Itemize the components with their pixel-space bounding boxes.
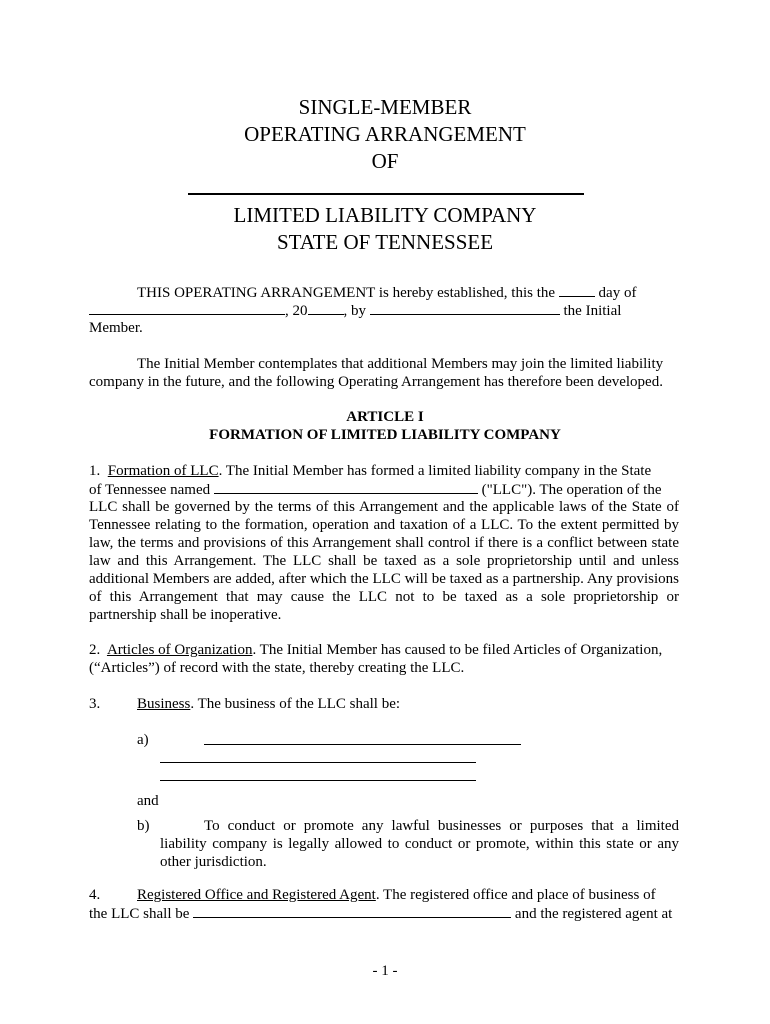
intro-text-d: , by: [343, 303, 366, 319]
title-line-4: LIMITED LIABILITY COMPANY: [233, 203, 537, 227]
title-line-1: SINGLE-MEMBER: [298, 95, 472, 119]
section-2-text-a: . The Initial Member has caused to be filed Articles of Organization,: [252, 642, 663, 658]
section-4-number: 4.: [89, 887, 101, 903]
day-blank: [559, 283, 595, 297]
title-line-5: STATE OF TENNESSEE: [276, 230, 494, 254]
section-4-text-c: and the registered agent at: [514, 906, 673, 922]
intro-text-b: day of: [598, 285, 637, 301]
intro-text-a: THIS OPERATING ARRANGEMENT is hereby established, this the: [137, 285, 556, 301]
intro-p2-line-1: The Initial Member contemplates that additional Members may join the limited liability: [137, 356, 664, 372]
year-blank: [308, 301, 344, 315]
business-blank-1: [204, 744, 521, 745]
section-4-text-b: the LLC shall be: [89, 906, 190, 922]
section-4-heading: Registered Office and Registered Agent: [137, 887, 376, 903]
registered-office-blank: [193, 904, 511, 918]
section-3-line: [137, 695, 400, 713]
intro-text-e: the Initial: [563, 303, 622, 319]
title-line-2: OPERATING ARRANGEMENT: [244, 122, 526, 146]
section-1-body-text: LLC shall be governed by the terms of this Arrangement and the applicable laws of the State of Tennessee relating to the formation, operation and taxation of a LLC. To the extent permitted by law, the terms and provisions of this Arrangement shall control if there is a conflict between state law and this Arrangement. The LLC shall be taxed as a sole proprietorship until and unless additional Members are added, after which the LLC will be taxed as a partnership. Any provisions of this Arrangement that may cause the LLC not to be taxed as a sole proprietorship or partnership shall be inoperative.: [89, 499, 679, 623]
section-1-text-c: ("LLC"). The operation of the: [481, 482, 662, 498]
section-2-heading: Articles of Organization: [106, 642, 253, 658]
intro-line-2: [89, 301, 621, 320]
section-1-text-b: of Tennessee named: [89, 482, 211, 498]
item-a-label: a): [137, 732, 149, 748]
section-1-line-1: [89, 462, 651, 480]
section-3-heading: Business: [137, 696, 191, 712]
section-1-number: 1.: [89, 463, 101, 479]
item-b-text: To conduct or promote any lawful businesses or purposes that a limited liability company is legally allowed to conduct or promote, within this state or any other jurisdiction.: [160, 818, 679, 870]
company-name-blank: [188, 193, 584, 195]
section-1-body: [89, 498, 679, 624]
article-subheading: FORMATION OF LIMITED LIABILITY COMPANY: [209, 427, 561, 443]
business-blank-3: [160, 780, 476, 781]
intro-text-c: , 20: [285, 303, 308, 319]
month-blank: [89, 301, 285, 315]
section-2-number: 2.: [89, 642, 101, 658]
llc-name-blank: [214, 480, 478, 494]
intro-p2-line-2: company in the future, and the following Operating Arrangement has therefore been developed.: [89, 374, 663, 390]
section-4-line-2: [89, 904, 672, 923]
title-line-3: OF: [371, 149, 399, 173]
member-name-blank: [370, 301, 560, 315]
item-b-label: b): [137, 818, 150, 834]
section-2-line-1: [89, 641, 662, 659]
section-3-text: . The business of the LLC shall be:: [190, 696, 401, 712]
section-1-heading: Formation of LLC: [107, 463, 219, 479]
item-b-body: [160, 817, 679, 871]
section-4-line-1: [137, 886, 656, 904]
and-label: and: [137, 793, 159, 809]
section-2-line-2: (“Articles”) of record with the state, thereby creating the LLC.: [89, 660, 465, 676]
intro-line-1: [137, 283, 636, 302]
page-number: - 1 -: [372, 963, 398, 979]
section-3-number: 3.: [89, 696, 101, 712]
business-blank-2: [160, 762, 476, 763]
section-1-text-a: . The Initial Member has formed a limited liability company in the State: [218, 463, 652, 479]
article-heading: ARTICLE I: [346, 409, 424, 425]
section-4-text-a: . The registered office and place of business of: [375, 887, 656, 903]
intro-text-f: Member.: [89, 320, 143, 336]
section-1-line-2: [89, 480, 661, 499]
